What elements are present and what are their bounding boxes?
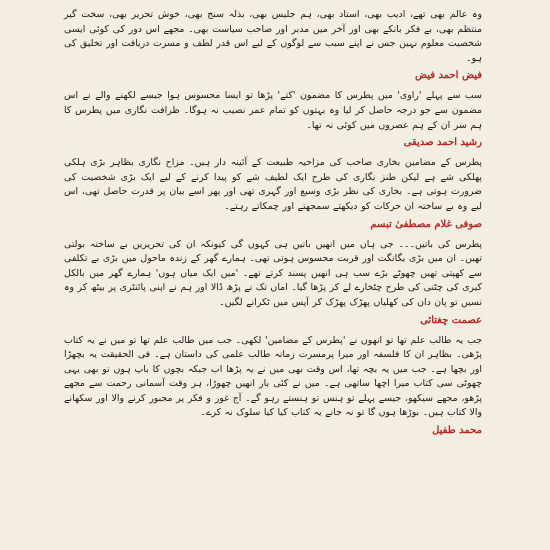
quote-author: صوفی غلام مصطفیٰ تبسم — [370, 218, 482, 230]
quote-text: وہ عالم بھی تھے، ادیب بھی، استاد بھی، ہم جلیس بھی، بذلہ سنج بھی، خوش تحریر بھی، سخت گیر منتظم بھی، بے فکر بانکے بھی اور آخر میں مدبر اور صاحب سیاست بھی۔ مجھے اس دور کی کوئی ایسی شخصیت معلوم نہیں جس نے اپنے سبب سے لوگوں کے لیے اس قدر لطف و مسرت دریافت اور تخلیق کی ہو۔ — [64, 9, 482, 64]
quote-section — [64, 8, 482, 83]
quote-section — [64, 89, 482, 150]
quote-author: عصمت چغتائی — [420, 314, 482, 326]
quote-text: پطرس کے مضامین بخاری صاحب کی مزاحیہ طبیعت کے آئینہ دار ہیں۔ مزاح نگاری بظاہر بڑی ہلکی پھلکی شے ہے لیکن طنز نگاری کی طرح ایک لطیف شے کو پیدا کرنے کے لیے ایک بڑی شخصیت کی ضرورت ہوتی ہے۔ بخاری کی نظر بڑی وسیع اور گہری تھی اور پھر اسے بیان پر قدرت حاصل تھی، اس لیے وہ بے ساختہ ان حرکات کو دیکھتے سمجھتے اور چمکاتے رہتے۔ — [64, 157, 482, 212]
quote-text: پطرس کی باتیں۔۔۔ جی ہاں میں انھیں باتیں ہی کہوں گی کیونکہ ان کی تحریریں بے ساختہ بولتی تھیں۔ ان میں بڑی یگانگت اور قربت محسوس ہوتی تھی۔ ہمارے گھر کے زندہ ماحول میں بڑی بے تکلفی سے کھپتی تھیں چھوٹے بڑے سب ہی انھیں پسند کرتے تھے۔ 'میں ایک میاں ہوں' ہمارے گھر میں بالکل کیری کی چٹنی کی طرح چٹخارے لے کر پڑھا گیا۔ اماں تک نے پڑھ ڈالا اور ہم نے اپنی پائنٹری پر بیٹھ کر وہ نسیں تو پان دان کی کھلیاں پھڑک پھڑک کر آپس میں ٹکرانے لگیں۔ — [64, 238, 482, 308]
quote-text: جب یہ طالب علم تھا تو انھوں نے 'پطرس کے مضامین' لکھی۔ جب میں طالب علم تھا تو میں نے یہ کتاب پڑھی۔ بظاہر ان کا فلسفہ اور میرا پرمسرت زمانہ طالب علمی کی داستان ہے۔ فی الحقیقت یہ بچھڑا اور بچھا ہے۔ جب میں یہ بچہ تھا، اس وقت بھی میں نے یہ پڑھا اب جبکہ بچوں کا باپ ہوں تو بھی یہی چھوٹی سی کتاب میرا اچھا ساتھی ہے۔ میں نے کئی بار انھیں چھوڑا، ہر وقت آسمانی رحمت سے مجھے پڑھو، مجھے سیکھو، جیسے پہلے تو ہنس تو ہنستے رہو گے۔ آج غور و فکر پر مجبور کرنے والا اور سکھانے والا کتاب ہیں۔ بوڑھا ہوں گا تو نہ جانے یہ کتاب کیا کیا سلوک نہ کرے۔ — [64, 334, 482, 419]
quote-section — [64, 334, 482, 439]
quote-author: محمد طفیل — [432, 425, 482, 437]
quote-text: سب سے پہلے 'راوی' میں پطرس کا مضمون 'کتے' پڑھا تو ایسا محسوس ہوا جیسے لکھنے والے نے اس مضمون سے جو درجہ حاصل کر لیا وہ بہتوں کو تمام عمر نصیب نہ ہوگا۔ ظرافت نگاری میں پطرس کا ہم سر ان کے ہم عصروں میں کوئی نہ تھا۔ — [64, 90, 482, 131]
quote-section — [64, 238, 482, 328]
quote-section — [64, 156, 482, 231]
quote-author: فیض احمد فیض — [414, 70, 482, 82]
quote-author: رشید احمد صدیقی — [403, 137, 482, 149]
